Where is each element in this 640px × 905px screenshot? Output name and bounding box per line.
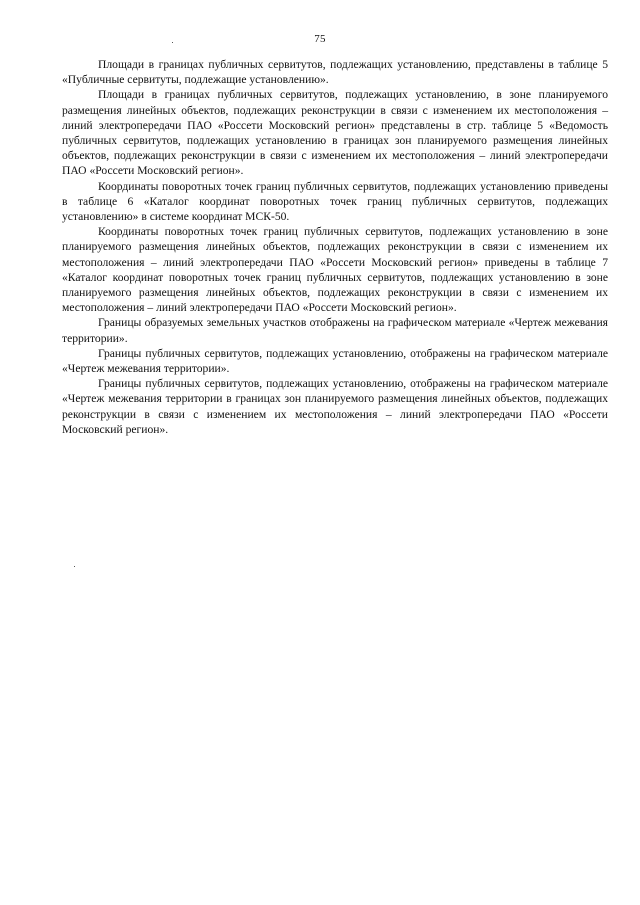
paragraph: Границы публичных сервитутов, подлежащих установлению, отображены на графическом материале «Чертеж межевания территории в границах зон планируемого размещения линейных объектов, подлежащих реконструкции в связи с изменением их местоположения – линий электропередачи ПАО «Россети Московский регион». [62, 377, 608, 436]
paragraph: Границы образуемых земельных участков отображены на графическом материале «Чертеж межевания территории». [62, 316, 608, 345]
paragraph: Границы публичных сервитутов, подлежащих установлению, отображены на графическом материале «Чертеж межевания территории». [62, 346, 608, 376]
body-text [62, 57, 608, 437]
paragraph: Координаты поворотных точек границ публичных сервитутов, подлежащих установлению в зоне планируемого размещения линейных объектов, подлежащих реконструкции в связи с изменением их местоположения – линий электропередачи ПАО «Россети Московский регион» приведены в таблице 7 «Каталог координат поворотных точек границ публичных сервитутов, подлежащих установлению в зоне планируемого размещения линейных объектов, подлежащих реконструкции в связи с изменением их местоположения – линий электропередачи ПАО «Россети Московский регион». [62, 225, 608, 315]
scan-speck [172, 42, 173, 43]
scan-speck [74, 566, 75, 567]
paragraph: Координаты поворотных точек границ публичных сервитутов, подлежащих установлению приведены в таблице 6 «Каталог координат поворотных точек границ публичных сервитутов, подлежащих установлению» в системе координат МСК-50. [62, 179, 608, 224]
page-number: 75 [314, 33, 326, 45]
paragraph: Площади в границах публичных сервитутов, подлежащих установлению, представлены в таблице 5 «Публичные сервитуты, подлежащие установлению». [62, 58, 608, 87]
paragraph: Площади в границах публичных сервитутов, подлежащих установлению, в зоне планируемого размещения линейных объектов, подлежащих реконструкции в связи с изменением их местоположения – линий электропередачи ПАО «Россети Московский регион» представлены в стр. таблице 5 «Ведомость публичных сервитутов, подлежащих установлению в границах зон планируемого размещения линейных объектов, подлежащих реконструкции в связи с изменением их местоположения – линий электропередачи ПАО «Россети Московский регион». [62, 88, 608, 178]
